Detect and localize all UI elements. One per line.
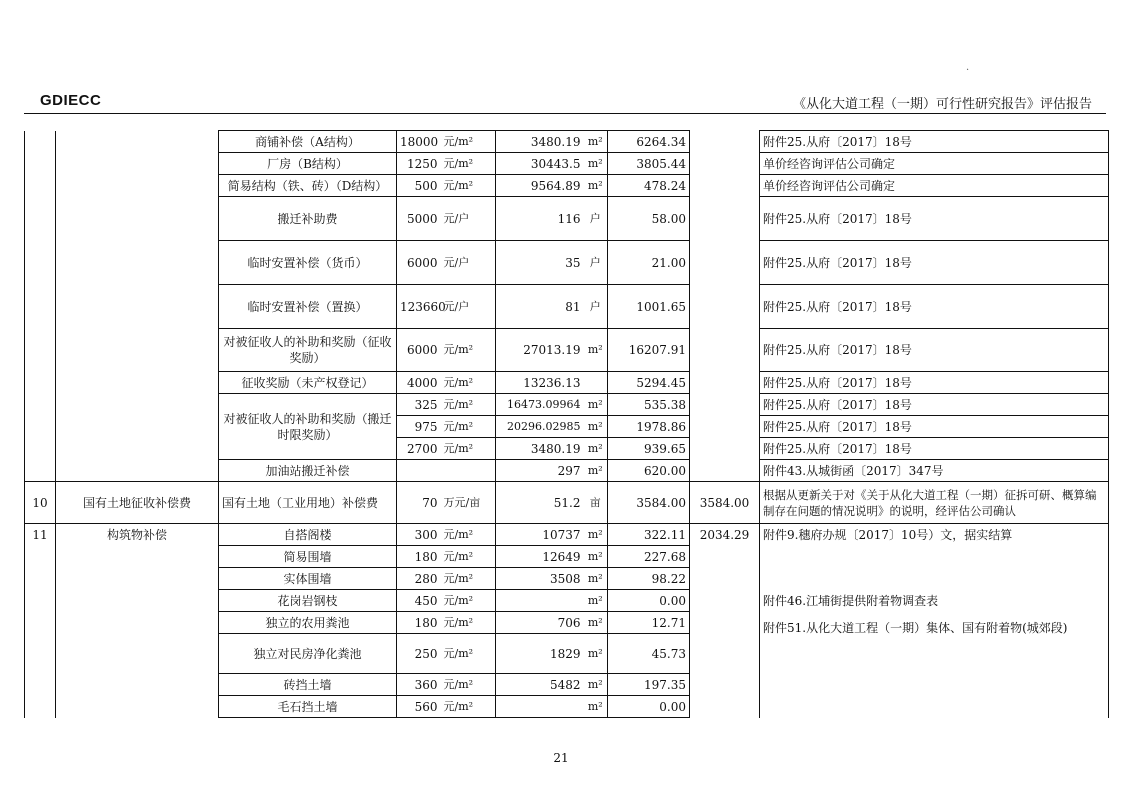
item-unit: 元/m² (441, 634, 496, 674)
item-price: 18000 (397, 131, 441, 153)
item-name: 砖挡土墙 (219, 674, 397, 696)
section-number: 11 (25, 524, 56, 546)
item-unit: 元/户 (441, 197, 496, 241)
item-qty: 706 (496, 612, 584, 634)
item-amount: 227.68 (608, 546, 690, 568)
item-price: 300 (397, 524, 441, 546)
table-row (25, 131, 1109, 153)
cell-no (25, 394, 56, 416)
cell-no (25, 416, 56, 438)
item-unit: 元/m² (441, 372, 496, 394)
cell-subtotal (690, 612, 760, 634)
cell-no (25, 568, 56, 590)
table-row (25, 329, 1109, 372)
item-amount: 3584.00 (608, 482, 690, 524)
cell-no (25, 696, 56, 718)
cell-subtotal (690, 241, 760, 285)
item-qty-unit: 亩 (584, 482, 608, 524)
item-qty: 51.2 (496, 482, 584, 524)
table-row (25, 460, 1109, 482)
item-qty-unit: m² (584, 394, 608, 416)
item-unit: 元/m² (441, 175, 496, 197)
item-unit: 元/m² (441, 674, 496, 696)
item-qty (496, 590, 584, 612)
item-note: 附件43.从城街函〔2017〕347号 (760, 460, 1109, 482)
cell-no (25, 612, 56, 634)
item-note: 附件25.从府〔2017〕18号 (760, 131, 1109, 153)
item-name: 临时安置补偿（置换） (219, 285, 397, 329)
item-amount: 12.71 (608, 612, 690, 634)
item-name: 商铺补偿（A结构） (219, 131, 397, 153)
cell-title (56, 634, 219, 674)
table-row (25, 285, 1109, 329)
item-qty-unit: 户 (584, 241, 608, 285)
item-amount: 6264.34 (608, 131, 690, 153)
cell-no (25, 590, 56, 612)
item-amount: 58.00 (608, 197, 690, 241)
cell-subtotal (690, 568, 760, 590)
item-qty-unit: m² (584, 634, 608, 674)
item-price: 1250 (397, 153, 441, 175)
section-subtotal: 2034.29 (690, 524, 760, 546)
item-qty: 9564.89 (496, 175, 584, 197)
item-unit: 元/m² (441, 696, 496, 718)
item-price: 180 (397, 546, 441, 568)
item-note: 根据从更新关于对《关于从化大道工程（一期）征拆可研、概算编制存在问题的情况说明》的说明，经评估公司确认 (760, 482, 1109, 524)
cell-subtotal (690, 416, 760, 438)
item-qty: 5482 (496, 674, 584, 696)
cell-subtotal (690, 372, 760, 394)
cell-no (25, 634, 56, 674)
item-note: 附件25.从府〔2017〕18号 (760, 394, 1109, 416)
item-amount: 3805.44 (608, 153, 690, 175)
item-qty-unit: m² (584, 546, 608, 568)
cell-subtotal (690, 175, 760, 197)
item-qty: 20296.02985 (496, 416, 584, 438)
item-amount: 478.24 (608, 175, 690, 197)
item-note: 附件51.从化大道工程（一期）集体、国有附着物(城郊段) (760, 612, 1109, 718)
item-price: 250 (397, 634, 441, 674)
cell-title (56, 285, 219, 329)
item-price: 560 (397, 696, 441, 718)
cell-title (56, 131, 219, 153)
cell-subtotal (690, 197, 760, 241)
cell-no (25, 438, 56, 460)
item-note: 附件25.从府〔2017〕18号 (760, 416, 1109, 438)
cell-subtotal (690, 674, 760, 696)
item-unit: 万元/亩 (441, 482, 496, 524)
cell-title (56, 438, 219, 460)
item-amount: 98.22 (608, 568, 690, 590)
cell-no (25, 329, 56, 372)
cell-title (56, 568, 219, 590)
item-amount: 0.00 (608, 590, 690, 612)
item-price (397, 460, 441, 482)
item-price: 6000 (397, 329, 441, 372)
item-qty: 30443.5 (496, 153, 584, 175)
item-amount: 1001.65 (608, 285, 690, 329)
header-org: GDIECC (40, 92, 102, 109)
item-qty-unit: 户 (584, 197, 608, 241)
cell-subtotal (690, 153, 760, 175)
cell-no (25, 285, 56, 329)
cell-title (56, 460, 219, 482)
cell-no (25, 674, 56, 696)
cell-title (56, 546, 219, 568)
item-note: 附件25.从府〔2017〕18号 (760, 438, 1109, 460)
cell-no (25, 175, 56, 197)
item-name: 简易结构（铁、砖）（D结构） (219, 175, 397, 197)
item-amount: 0.00 (608, 696, 690, 718)
item-qty-unit: m² (584, 696, 608, 718)
item-note: 附件46.江埔街提供附着物调查表 (760, 546, 1109, 612)
cell-subtotal (690, 438, 760, 460)
cell-no (25, 131, 56, 153)
item-qty: 12649 (496, 546, 584, 568)
item-name: 征收奖励（未产权登记） (219, 372, 397, 394)
item-qty: 16473.09964 (496, 394, 584, 416)
item-qty-unit: m² (584, 416, 608, 438)
item-note: 附件25.从府〔2017〕18号 (760, 241, 1109, 285)
item-qty: 35 (496, 241, 584, 285)
cell-subtotal (690, 131, 760, 153)
item-unit: 元/m² (441, 329, 496, 372)
cell-no (25, 460, 56, 482)
item-qty: 10737 (496, 524, 584, 546)
item-price: 450 (397, 590, 441, 612)
item-qty-unit: m² (584, 175, 608, 197)
cell-title (56, 329, 219, 372)
item-amount: 45.73 (608, 634, 690, 674)
item-name: 搬迁补助费 (219, 197, 397, 241)
item-unit: 元/m² (441, 438, 496, 460)
item-qty-unit: m² (584, 460, 608, 482)
item-qty: 3480.19 (496, 131, 584, 153)
section-title: 国有土地征收补偿费 (56, 482, 219, 524)
table-row (25, 394, 1109, 416)
item-qty: 1829 (496, 634, 584, 674)
item-unit: 元/m² (441, 590, 496, 612)
cell-title (56, 590, 219, 612)
item-qty-unit: 户 (584, 285, 608, 329)
item-price: 70 (397, 482, 441, 524)
item-name: 加油站搬迁补偿 (219, 460, 397, 482)
cell-no (25, 241, 56, 285)
item-unit: 元/m² (441, 394, 496, 416)
item-amount: 535.38 (608, 394, 690, 416)
table-row (25, 197, 1109, 241)
cell-title (56, 674, 219, 696)
item-qty: 27013.19 (496, 329, 584, 372)
item-amount: 620.00 (608, 460, 690, 482)
section-title: 构筑物补偿 (56, 524, 219, 546)
item-name: 独立对民房净化粪池 (219, 634, 397, 674)
header-title: 《从化大道工程（一期）可行性研究报告》评估报告 (792, 97, 1092, 112)
cell-subtotal (690, 546, 760, 568)
item-price: 123660 (397, 285, 441, 329)
section-subtotal: 3584.00 (690, 482, 760, 524)
item-price: 6000 (397, 241, 441, 285)
compensation-table (24, 130, 1109, 718)
section-10-row (25, 482, 1109, 524)
item-amount: 16207.91 (608, 329, 690, 372)
cell-title (56, 394, 219, 416)
item-name: 国有土地（工业用地）补偿费 (219, 482, 397, 524)
table-row (25, 612, 1109, 634)
item-name: 独立的农用粪池 (219, 612, 397, 634)
item-amount: 1978.86 (608, 416, 690, 438)
cell-title (56, 696, 219, 718)
item-price: 325 (397, 394, 441, 416)
item-note: 附件25.从府〔2017〕18号 (760, 329, 1109, 372)
cell-subtotal (690, 590, 760, 612)
item-unit: 元/m² (441, 612, 496, 634)
item-amount: 939.65 (608, 438, 690, 460)
item-note: 附件25.从府〔2017〕18号 (760, 372, 1109, 394)
cell-title (56, 372, 219, 394)
cell-no (25, 153, 56, 175)
item-price: 500 (397, 175, 441, 197)
relocation-award-name: 对被征收人的补助和奖励（搬迁时限奖励） (219, 394, 397, 460)
cell-no (25, 546, 56, 568)
cell-subtotal (690, 696, 760, 718)
item-qty: 116 (496, 197, 584, 241)
cell-title (56, 612, 219, 634)
cell-title (56, 197, 219, 241)
cell-title (56, 416, 219, 438)
section-11-row (25, 524, 1109, 546)
table-row (25, 546, 1109, 568)
item-price: 975 (397, 416, 441, 438)
item-note: 单价经咨询评估公司确定 (760, 153, 1109, 175)
item-name: 厂房（B结构） (219, 153, 397, 175)
item-amount: 197.35 (608, 674, 690, 696)
header-dot: · (966, 65, 970, 76)
cell-title (56, 241, 219, 285)
item-note: 附件9.穗府办规〔2017〕10号）文，据实结算 (760, 524, 1109, 546)
cell-no (25, 197, 56, 241)
item-price: 180 (397, 612, 441, 634)
item-qty-unit: m² (584, 568, 608, 590)
cell-subtotal (690, 634, 760, 674)
cell-title (56, 153, 219, 175)
item-amount: 21.00 (608, 241, 690, 285)
item-note: 单价经咨询评估公司确定 (760, 175, 1109, 197)
item-name: 自搭阁楼 (219, 524, 397, 546)
item-qty: 13236.13 (496, 372, 584, 394)
item-qty: 81 (496, 285, 584, 329)
item-unit: 元/户 (441, 241, 496, 285)
item-qty: 3480.19 (496, 438, 584, 460)
item-qty-unit: m² (584, 590, 608, 612)
item-qty-unit: m² (584, 612, 608, 634)
item-unit: 元/m² (441, 524, 496, 546)
table-row (25, 416, 1109, 438)
item-qty-unit (584, 372, 608, 394)
item-qty (496, 696, 584, 718)
item-amount: 5294.45 (608, 372, 690, 394)
item-name: 对被征收人的补助和奖励（征收奖励） (219, 329, 397, 372)
cell-subtotal (690, 460, 760, 482)
item-name: 花岗岩钢枝 (219, 590, 397, 612)
cell-subtotal (690, 394, 760, 416)
table-row (25, 372, 1109, 394)
table-row (25, 175, 1109, 197)
item-name: 临时安置补偿（货币） (219, 241, 397, 285)
item-unit: 元/m² (441, 568, 496, 590)
item-unit: 元/m² (441, 153, 496, 175)
item-unit (441, 460, 496, 482)
item-amount: 322.11 (608, 524, 690, 546)
item-price: 280 (397, 568, 441, 590)
item-qty-unit: m² (584, 438, 608, 460)
item-qty-unit: m² (584, 329, 608, 372)
cell-subtotal (690, 285, 760, 329)
item-note: 附件25.从府〔2017〕18号 (760, 197, 1109, 241)
cell-title (56, 175, 219, 197)
item-qty: 3508 (496, 568, 584, 590)
item-unit: 元/m² (441, 131, 496, 153)
item-unit: 元/户 (441, 285, 496, 329)
item-name: 实体围墙 (219, 568, 397, 590)
item-name: 简易围墙 (219, 546, 397, 568)
section-number: 10 (25, 482, 56, 524)
item-note: 附件25.从府〔2017〕18号 (760, 285, 1109, 329)
item-qty-unit: m² (584, 131, 608, 153)
item-qty: 297 (496, 460, 584, 482)
item-unit: 元/m² (441, 416, 496, 438)
item-qty-unit: m² (584, 674, 608, 696)
item-price: 4000 (397, 372, 441, 394)
item-unit: 元/m² (441, 546, 496, 568)
page-number: 21 (553, 751, 569, 765)
table-row (25, 241, 1109, 285)
header-rule (24, 113, 1106, 114)
cell-subtotal (690, 329, 760, 372)
item-price: 2700 (397, 438, 441, 460)
item-qty-unit: m² (584, 153, 608, 175)
table-row (25, 438, 1109, 460)
table-row (25, 153, 1109, 175)
item-qty-unit: m² (584, 524, 608, 546)
item-price: 5000 (397, 197, 441, 241)
item-name: 毛石挡土墙 (219, 696, 397, 718)
cell-no (25, 372, 56, 394)
item-price: 360 (397, 674, 441, 696)
